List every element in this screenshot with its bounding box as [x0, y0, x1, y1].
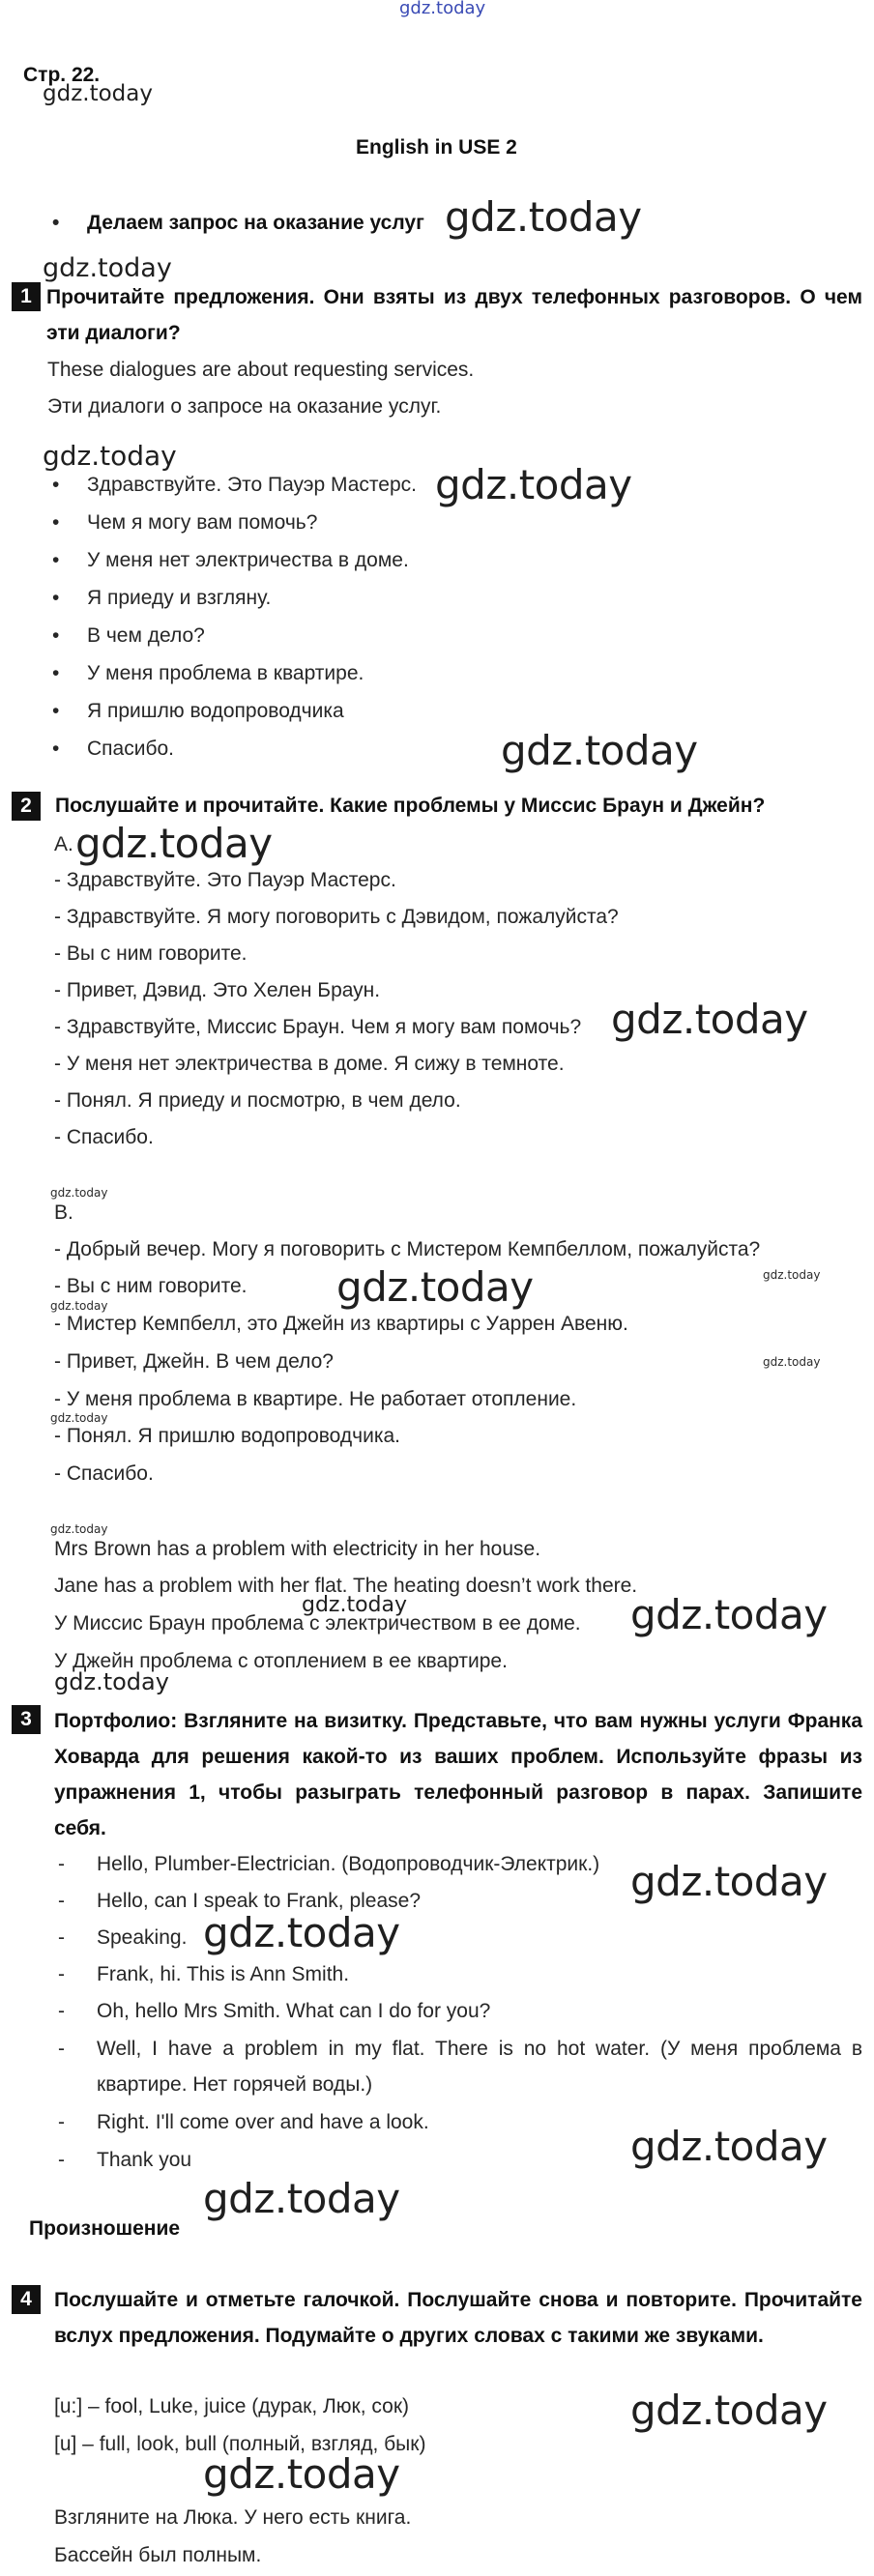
answer-text: Jane has a problem with her flat. The heating doesn’t work there.: [54, 1575, 638, 1597]
phonetic-line: [u] – full, look, bull (полный, взгляд, бык): [54, 2433, 426, 2455]
dialogue-label: A.: [54, 833, 73, 855]
watermark-text: gdz.today: [630, 2123, 828, 2170]
watermark-text: gdz.today: [435, 461, 632, 508]
dialogue-line: - Hello, can I speak to Frank, please?: [97, 1890, 421, 1913]
answer-text: Эти диалоги о запросе на оказание услуг.: [47, 395, 442, 418]
page-title: English in USE 2: [356, 136, 517, 159]
dialogue-line: - Hello, Plumber-Electrician. (Водопроводчик-Электрик.): [97, 1853, 599, 1876]
dialogue-line: - Frank, hi. This is Ann Smith.: [97, 1963, 349, 1986]
dialogue-line: - У меня нет электричества в доме. Я сижу в темноте.: [54, 1053, 565, 1075]
dialogue-line: - Добрый вечер. Могу я поговорить с Мистером Кемпбеллом, пожалуйста?: [54, 1238, 761, 1260]
watermark-text: gdz.today: [630, 2387, 828, 2434]
dialogue-line: - Здравствуйте. Я могу поговорить с Дэвидом, пожалуйста?: [54, 906, 619, 928]
exercise-instruction: Прочитайте предложения. Они взяты из двух телефонных разговоров. О чем эти диалоги?: [46, 286, 862, 344]
dialogue-line: - У меня проблема в квартире. Не работает отопление.: [54, 1388, 577, 1410]
dialogue-line: - Oh, hello Mrs Smith. What can I do for you?: [97, 2000, 490, 2023]
watermark-text: gdz.today: [43, 81, 153, 106]
dialogue-line: - Привет, Дэвид. Это Хелен Браун.: [54, 979, 381, 1001]
dialogue-line: - Right. I'll come over and have a look.: [97, 2111, 429, 2134]
dialogue-line: - Вы с ним говорите.: [54, 1275, 248, 1297]
exercise-instruction: Портфолио: Взгляните на визитку. Представьте, что вам нужны услуги Франка Ховарда для решения какой-то из ваших проблем. Используйте фразы из упражнения 1, чтобы разыграть телефонный разговор в парах. Запишите себя.: [54, 1710, 862, 1839]
watermark-text: gdz.today: [50, 1411, 108, 1425]
watermark-text: gdz.today: [445, 193, 642, 241]
dialogue-line: - Здравствуйте. Это Пауэр Мастерс.: [54, 869, 396, 891]
top-watermark: gdz.today: [399, 0, 486, 18]
watermark-text: gdz.today: [50, 1186, 108, 1200]
section-heading: Произношение: [29, 2217, 181, 2240]
dialogue-line: - Вы с ним говорите.: [54, 942, 248, 965]
list-item: • Я пришлю водопроводчика: [87, 700, 344, 723]
watermark-text: gdz.today: [43, 253, 172, 283]
watermark-text: gdz.today: [75, 820, 273, 867]
phonetic-line: [u:] – fool, Luke, juice (дурак, Люк, сок): [54, 2395, 409, 2417]
watermark-text: gdz.today: [203, 2175, 400, 2222]
watermark-text: gdz.today: [203, 1909, 400, 1956]
dialogue-line: - Понял. Я пришлю водопроводчика.: [54, 1425, 400, 1447]
page-reference: Стр. 22.: [23, 64, 101, 86]
dialogue-line: - Привет, Джейн. В чем дело?: [54, 1350, 334, 1373]
watermark-text: gdz.today: [203, 2450, 400, 2498]
watermark-text: gdz.today: [50, 1299, 108, 1313]
sentence-line: Бассейн был полным.: [54, 2544, 262, 2566]
watermark-text: gdz.today: [50, 1522, 108, 1536]
watermark-text: gdz.today: [336, 1263, 534, 1311]
exercise-instruction: Послушайте и прочитайте. Какие проблемы у Миссис Браун и Джейн?: [55, 795, 766, 817]
watermark-text: gdz.today: [54, 1668, 169, 1695]
answer-text: У Джейн проблема с отоплением в ее квартире.: [54, 1650, 508, 1672]
list-item: • В чем дело?: [87, 624, 205, 648]
watermark-text: gdz.today: [43, 440, 177, 472]
exercise-instruction: Послушайте и отметьте галочкой. Послушайте снова и повторите. Прочитайте вслух предложения. Подумайте о других словах с такими же звуками.: [54, 2289, 862, 2347]
watermark-text: gdz.today: [501, 727, 698, 774]
dialogue-line: - Thank you: [97, 2149, 191, 2172]
list-item: • Я приеду и взгляну.: [87, 587, 271, 610]
dialogue-line: - Спасибо.: [54, 1462, 154, 1485]
exercise-number: 4: [12, 2285, 41, 2314]
watermark-text: gdz.today: [630, 1591, 828, 1638]
watermark-text: gdz.today: [763, 1268, 821, 1282]
answer-text: These dialogues are about requesting services.: [47, 359, 475, 381]
section-heading: • Делаем запрос на оказание услуг: [87, 212, 424, 235]
watermark-text: gdz.today: [763, 1355, 821, 1369]
dialogue-line: - Понял. Я приеду и посмотрю, в чем дело.: [54, 1089, 461, 1112]
exercise-number: 2: [12, 792, 41, 821]
answer-text: Mrs Brown has a problem with electricity in her house.: [54, 1538, 541, 1560]
sentence-line: Взгляните на Люка. У него есть книга.: [54, 2506, 412, 2529]
watermark-text: gdz.today: [630, 1858, 828, 1905]
watermark-text: gdz.today: [302, 1593, 408, 1617]
list-item: • Чем я могу вам помочь?: [87, 511, 317, 535]
dialogue-line: - Well, I have a problem in my flat. There is no hot water. (У меня проблема в квартире. Нет горячей воды.): [97, 2031, 862, 2102]
list-item: • Спасибо.: [87, 738, 174, 761]
list-item: • Здравствуйте. Это Пауэр Мастерс.: [87, 474, 417, 497]
list-item: • У меня проблема в квартире.: [87, 662, 364, 685]
dialogue-line: - Спасибо.: [54, 1126, 154, 1148]
dialogue-line: - Speaking.: [97, 1926, 187, 1950]
dialogue-line: - Мистер Кемпбелл, это Джейн из квартиры с Уаррен Авеню.: [54, 1313, 628, 1335]
dialogue-label: B.: [54, 1201, 73, 1224]
watermark-text: gdz.today: [611, 996, 808, 1043]
list-item: • У меня нет электричества в доме.: [87, 549, 409, 572]
answer-text: У Миссис Браун проблема с электричеством в ее доме.: [54, 1612, 581, 1635]
dialogue-line: - Здравствуйте, Миссис Браун. Чем я могу вам помочь?: [54, 1016, 582, 1038]
exercise-number: 1: [12, 282, 41, 311]
exercise-number: 3: [12, 1705, 41, 1734]
